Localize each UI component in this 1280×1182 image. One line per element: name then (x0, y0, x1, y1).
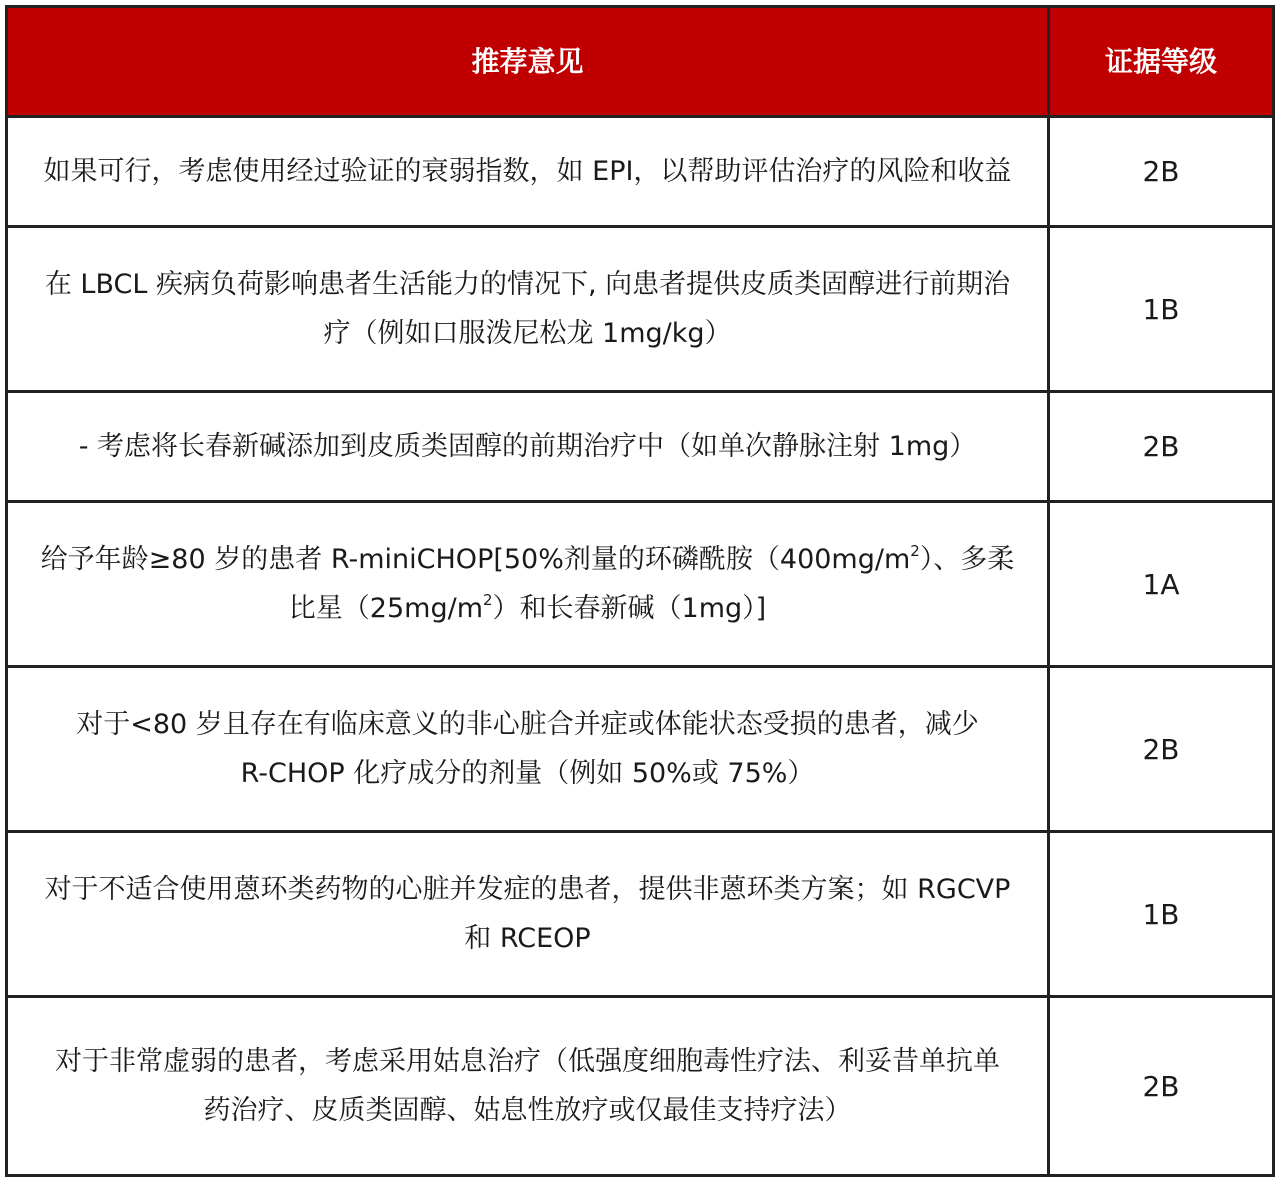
evidence-grade: 1B (1050, 228, 1272, 393)
recommendation-text-line2: 疗（例如口服泼尼松龙 1mg/kg） (323, 318, 732, 349)
recommendation-text-line2: 和 RCEOP (464, 923, 591, 954)
recommendation-text-line1: 对于不适合使用蒽环类药物的心脏并发症的患者，提供非蒽环类方案；如 RGCVP (44, 874, 1011, 905)
recommendation-text-line2: R-CHOP 化疗成分的剂量（例如 50%或 75%） (240, 758, 815, 789)
recommendation-table (5, 5, 1275, 1177)
evidence-grade: 2B (1142, 1069, 1180, 1103)
recommendation-text: - 考虑将长春新碱添加到皮质类固醇的前期治疗中（如单次静脉注射 1mg） (78, 431, 977, 462)
text-segment: ）、多柔 (919, 544, 1015, 575)
recommendation-cell (8, 393, 1050, 503)
recommendation-cell (8, 503, 1050, 668)
recommendation-text-line1: 对于<80 岁且存在有临床意义的非心脏合并症或体能状态受损的患者，减少 (76, 709, 979, 740)
recommendation-text-line2: 药治疗、皮质类固醇、姑息性放疗或仅最佳支持疗法） (203, 1095, 852, 1126)
recommendation-text-line1: 在 LBCL 疾病负荷影响患者生活能力的情况下, 向患者提供皮质类固醇进行前期治 (44, 269, 1011, 300)
text-segment: 比星（25mg/m (288, 593, 483, 624)
evidence-grade: 2B (1050, 668, 1272, 833)
recommendation-text: 如果可行，考虑使用经过验证的衰弱指数，如 EPI，以帮助评估治疗的风险和收益 (43, 156, 1012, 187)
evidence-grade: 2B (1050, 118, 1272, 228)
recommendation-cell (8, 668, 1050, 833)
superscript: 2 (483, 591, 493, 609)
recommendation-text-line2 (41, 584, 1015, 633)
evidence-grade: 2B (1050, 393, 1272, 503)
evidence-grade: 1A (1050, 503, 1272, 668)
superscript: 2 (910, 542, 920, 560)
recommendation-cell (8, 228, 1050, 393)
recommendation-text-line1 (41, 535, 1015, 584)
recommendation-cell (8, 833, 1050, 998)
text-segment: 给予年龄≥80 岁的患者 R-miniCHOP[50%剂量的环磷酰胺（400mg/m (40, 544, 911, 575)
header-recommendation: 推荐意见 (8, 8, 1050, 118)
recommendation-text-line1: 对于非常虚弱的患者，考虑采用姑息治疗（低强度细胞毒性疗法、利妥昔单抗单 (55, 1046, 1000, 1077)
text-segment: ）和长春新碱（1mg）] (492, 593, 767, 624)
header-evidence-level: 证据等级 (1050, 8, 1272, 118)
recommendation-cell (8, 118, 1050, 228)
recommendation-cell (8, 998, 1050, 1174)
evidence-grade: 1B (1050, 833, 1272, 998)
